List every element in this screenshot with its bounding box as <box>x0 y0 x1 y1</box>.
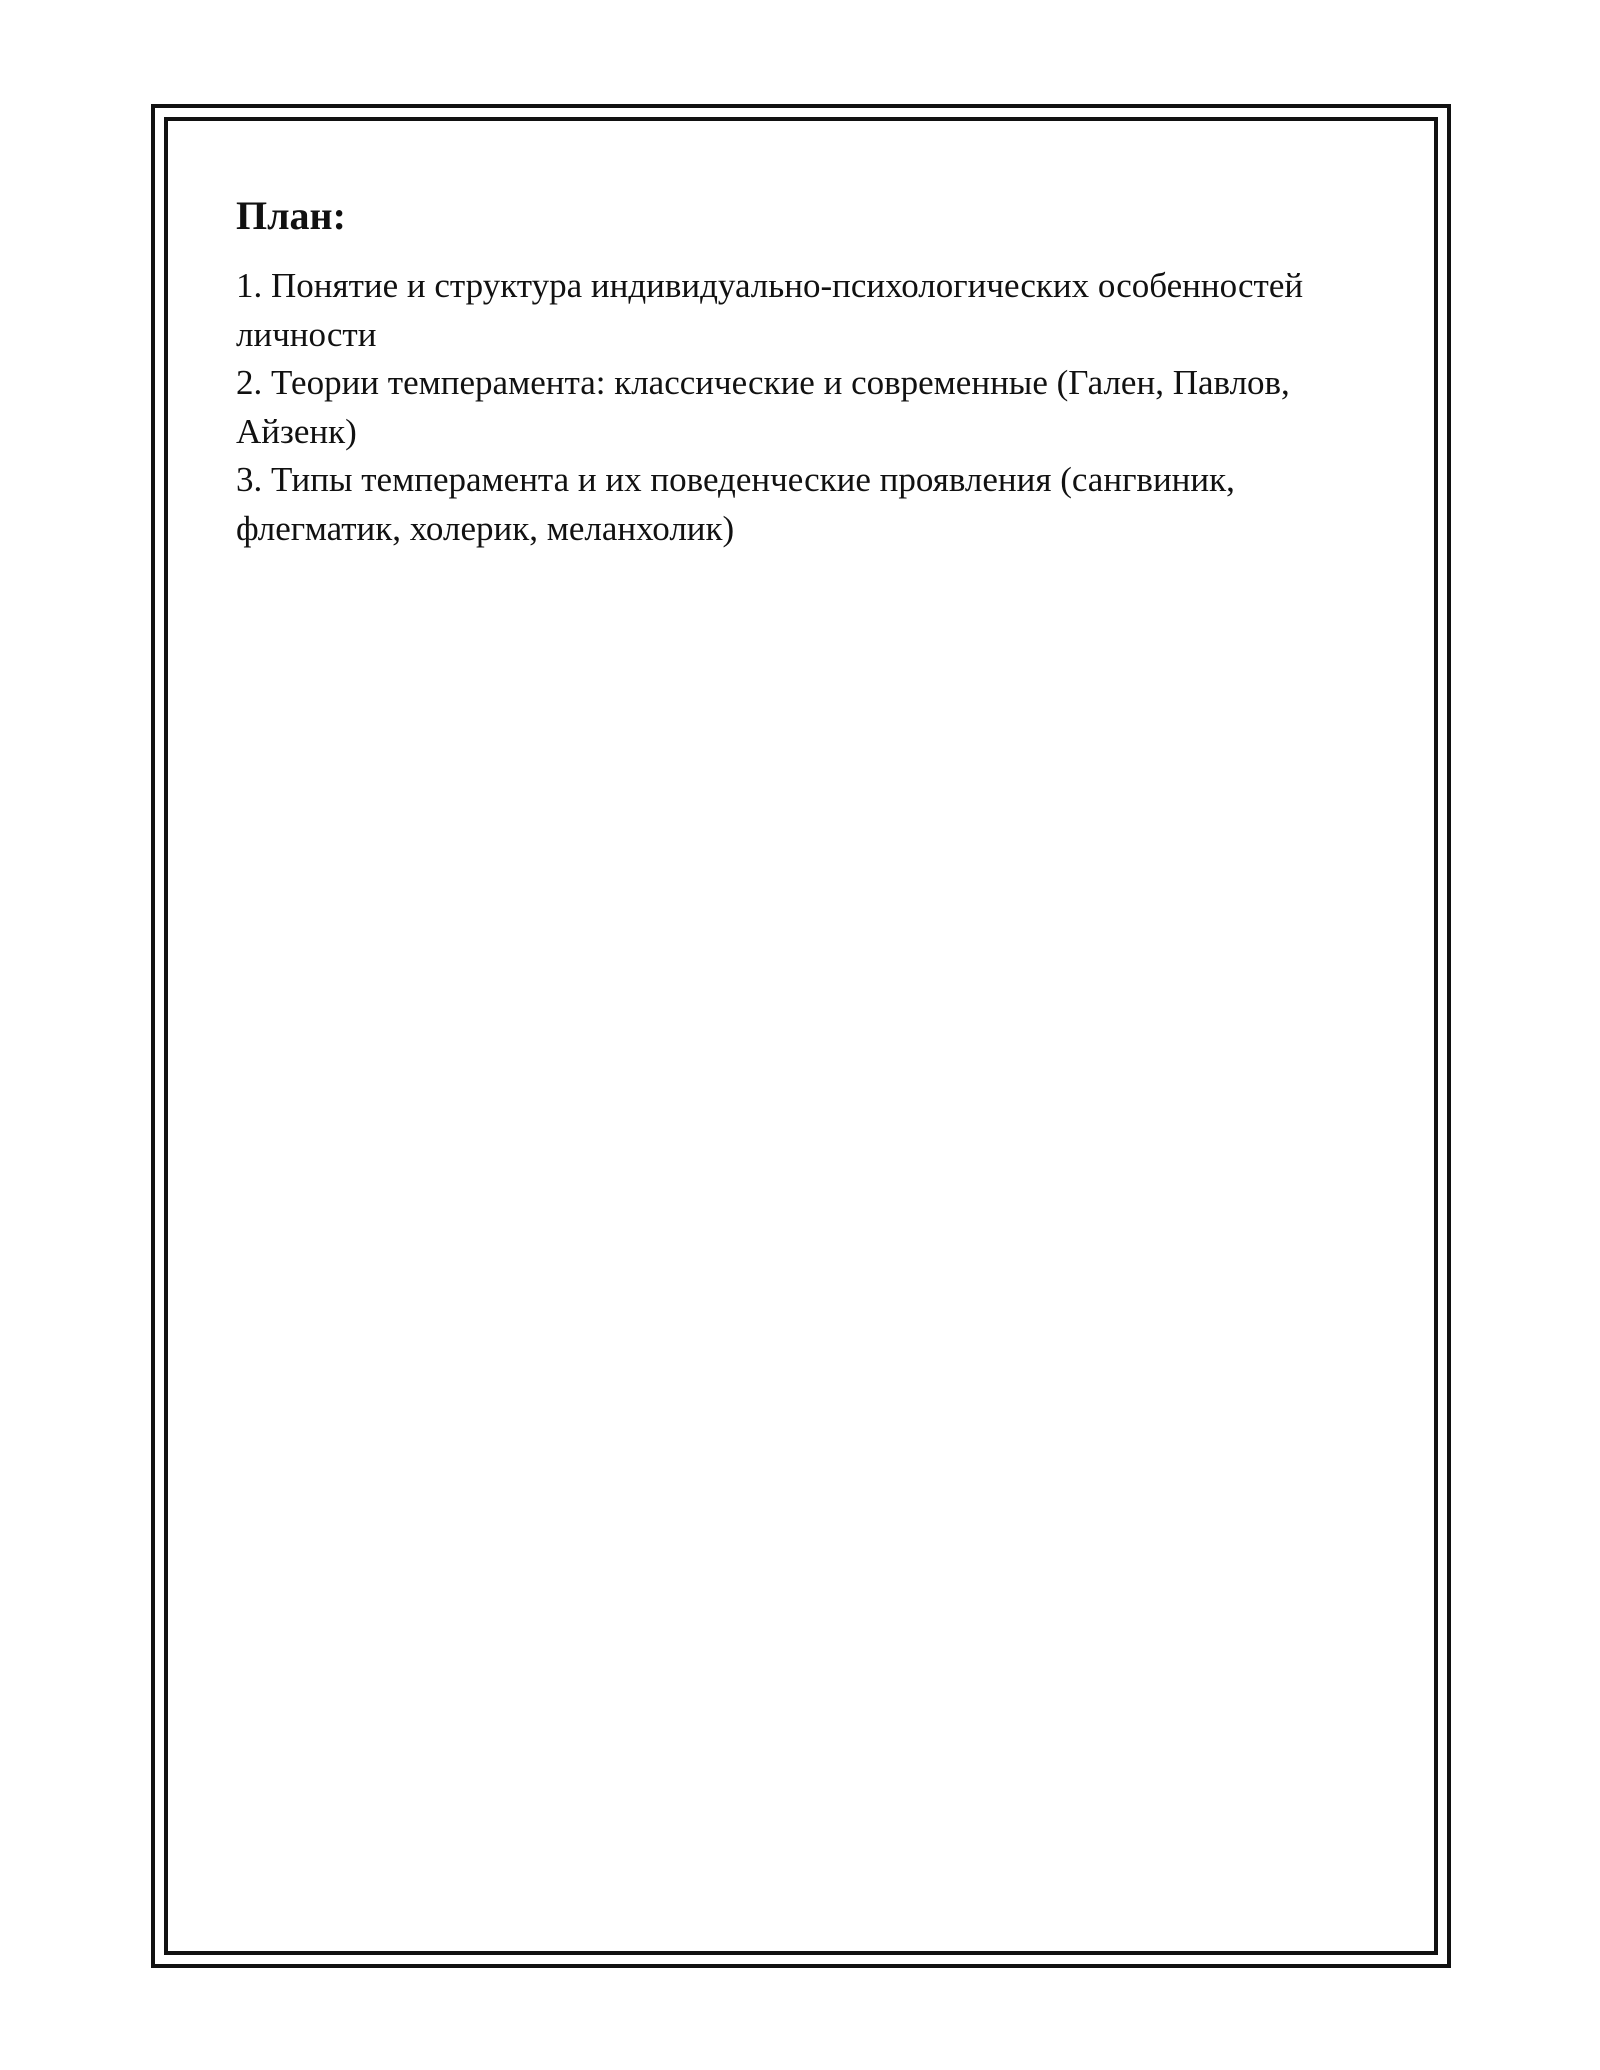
plan-item-1: 1. Понятие и структура индивидуально-психологических особенностей личности <box>236 266 1304 354</box>
plan-item-3: 3. Типы темперамента и их поведенческие проявления (сангвиник, флегматик, холерик, меланхолик) <box>236 460 1235 548</box>
plan-title: План: <box>236 193 346 238</box>
page-content <box>236 192 1376 553</box>
plan-item-2: 2. Теории темперамента: классические и современные (Гален, Павлов, Айзенк) <box>236 363 1290 451</box>
plan-list <box>236 262 1376 553</box>
